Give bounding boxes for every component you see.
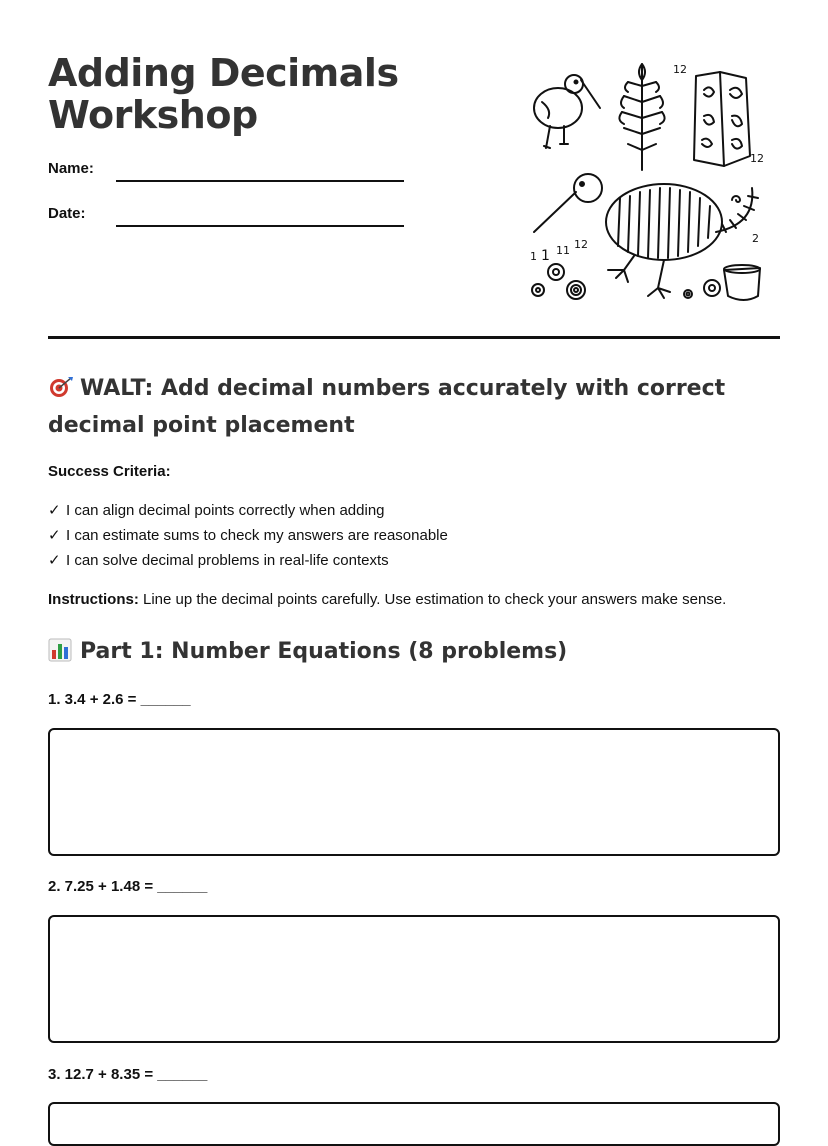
answer-box[interactable] bbox=[48, 1102, 780, 1146]
success-criteria-list bbox=[48, 500, 448, 575]
illus-number: 12 bbox=[673, 63, 687, 76]
name-label: Name: bbox=[48, 160, 94, 177]
question-label: 3. 12.7 + 8.35 = ______ bbox=[48, 1066, 208, 1083]
instructions bbox=[48, 591, 726, 608]
kiwi-illustration bbox=[524, 56, 780, 306]
list-item: ✓ I can align decimal points correctly when adding bbox=[48, 502, 385, 519]
title-line-1: Adding Decimals bbox=[48, 51, 399, 95]
section-divider bbox=[48, 336, 780, 339]
illus-number: 2 bbox=[752, 232, 759, 245]
question-label: 2. 7.25 + 1.48 = ______ bbox=[48, 878, 208, 895]
part1-title: Part 1: Number Equations (8 problems) bbox=[80, 639, 568, 664]
name-field[interactable] bbox=[116, 180, 404, 182]
fern-icon bbox=[619, 64, 664, 170]
walt-heading bbox=[48, 370, 780, 444]
kiwi-bird-icon bbox=[534, 75, 600, 148]
check-icon: ✓ bbox=[48, 527, 61, 544]
date-label: Date: bbox=[48, 205, 86, 222]
illus-number: 12 bbox=[750, 152, 764, 165]
list-item: ✓ I can estimate sums to check my answers are reasonable bbox=[48, 527, 448, 544]
part1-heading bbox=[48, 636, 567, 668]
illus-number: 1 bbox=[530, 250, 537, 263]
success-criteria-title: Success Criteria: bbox=[48, 463, 171, 480]
illus-number: 1 bbox=[541, 248, 550, 264]
illus-number: 11 bbox=[556, 244, 570, 257]
bar-chart-icon bbox=[48, 638, 72, 662]
page-title bbox=[48, 52, 399, 136]
illus-number: 12 bbox=[574, 238, 588, 251]
instructions-label: Instructions: bbox=[48, 591, 139, 608]
carved-pou-icon bbox=[694, 72, 750, 166]
answer-box[interactable] bbox=[48, 915, 780, 1043]
kiwi-bird-large-icon bbox=[534, 174, 722, 298]
walt-text: WALT: Add decimal numbers accurately with correct decimal point placement bbox=[48, 376, 726, 438]
cup-icon bbox=[704, 265, 760, 300]
check-icon: ✓ bbox=[48, 502, 61, 519]
answer-box[interactable] bbox=[48, 728, 780, 856]
title-line-2: Workshop bbox=[48, 93, 258, 137]
koru-spiral-icon bbox=[716, 188, 758, 232]
instructions-text: Line up the decimal points carefully. Use estimation to check your answers make sense. bbox=[138, 591, 727, 608]
date-field[interactable] bbox=[116, 225, 404, 227]
list-item: ✓ I can solve decimal problems in real-life contexts bbox=[48, 552, 389, 569]
target-icon bbox=[48, 376, 74, 398]
check-icon: ✓ bbox=[48, 552, 61, 569]
question-label: 1. 3.4 + 2.6 = ______ bbox=[48, 691, 191, 708]
